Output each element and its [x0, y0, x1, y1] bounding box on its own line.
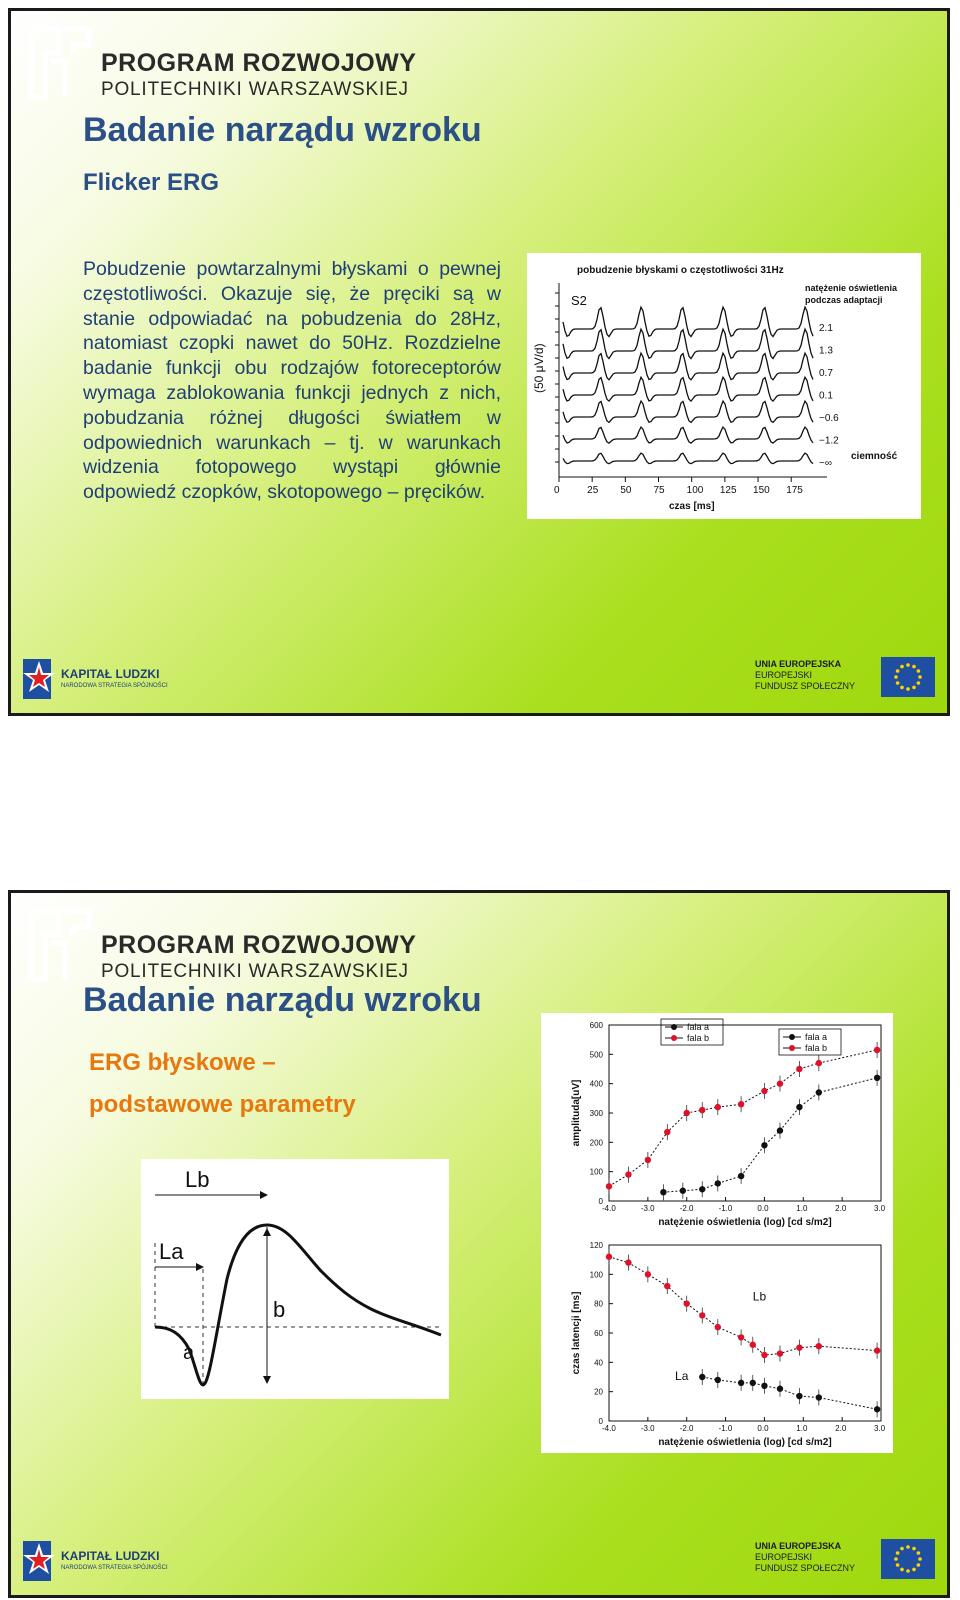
latency-chart [571, 1029, 886, 1448]
y-tick-label: 120 [589, 1241, 603, 1250]
intensity-levels [819, 323, 839, 469]
y-tick-label: 600 [589, 1021, 603, 1030]
data-point [699, 1186, 705, 1192]
y-tick-label: 300 [589, 1109, 603, 1118]
data-point [715, 1377, 721, 1383]
level-label: 2.1 [819, 323, 833, 334]
legend-marker [671, 1035, 677, 1041]
s2-label: S2 [571, 293, 587, 308]
dark-label: ciemność [851, 451, 898, 462]
data-point [777, 1127, 783, 1133]
x-tick-label: -1.0 [718, 1424, 733, 1433]
data-point [680, 1188, 686, 1194]
x-tick-label: 2.0 [835, 1424, 847, 1433]
erg-traces [563, 307, 813, 464]
x-tick-label: 0.0 [757, 1424, 769, 1433]
lb-label: Lb [185, 1167, 210, 1192]
plot-frame [609, 1245, 881, 1421]
data-point [816, 1089, 822, 1095]
la-annotation: La [675, 1368, 689, 1383]
legend-marker [671, 1024, 677, 1030]
kapital-ludzki-logo [17, 1535, 177, 1587]
eu-star [896, 669, 900, 673]
plot-frame [609, 1025, 881, 1201]
series-line [663, 1078, 877, 1192]
eu-star [918, 1557, 922, 1561]
eu-line1: UNIA EUROPEJSKA [755, 659, 842, 669]
eu-star [896, 1551, 900, 1555]
x-tick-label: -2.0 [679, 1204, 694, 1213]
legend-marker [789, 1045, 795, 1051]
data-point [738, 1380, 744, 1386]
eu-star [906, 663, 910, 667]
pw-logo-icon [25, 905, 95, 985]
flicker-erg-plot [527, 253, 921, 519]
erg-trace [563, 453, 813, 464]
eu-star [917, 1551, 921, 1555]
program-rozwojowy-logo [25, 905, 417, 985]
kapital-ludzki-title: KAPITAŁ LUDZKI [61, 1549, 160, 1563]
data-point [761, 1352, 767, 1358]
data-point [816, 1060, 822, 1066]
eu-flag-icon [881, 657, 935, 697]
kapital-ludzki-subtitle: NARODOWA STRATEGIA SPÓJNOŚCI [61, 1565, 168, 1571]
kapital-ludzki-logo [17, 653, 177, 705]
erg-trace [563, 401, 813, 422]
x-tick-label: -3.0 [640, 1424, 655, 1433]
eu-text [755, 1541, 855, 1574]
data-point [606, 1183, 612, 1189]
data-point [777, 1386, 783, 1392]
series-line [609, 1050, 877, 1186]
data-point [684, 1110, 690, 1116]
data-point [874, 1075, 880, 1081]
amplitude-chart [571, 1019, 886, 1228]
eu-star [894, 675, 898, 679]
y-tick-label: 80 [594, 1299, 603, 1309]
slide-flash-erg [8, 890, 950, 1598]
eu-text [755, 659, 855, 692]
level-label: −0.6 [819, 413, 839, 424]
x-tick-label: 1.0 [796, 1204, 808, 1213]
erg-trace [563, 427, 813, 443]
data-point [761, 1383, 767, 1389]
x-tick-label: 1.0 [796, 1424, 808, 1433]
y-tick-label: 40 [594, 1358, 603, 1368]
eu-flag-icon [881, 1539, 935, 1579]
data-point [796, 1066, 802, 1072]
eu-star [896, 681, 900, 685]
y-tick-label: 100 [589, 1270, 603, 1280]
x-tick-label: 3.0 [874, 1204, 886, 1213]
data-point [625, 1171, 631, 1177]
x-tick-label: 125 [719, 485, 737, 496]
erg-trace [563, 307, 813, 336]
legend-title-1: natężenie oświetlenia [805, 283, 898, 293]
eu-line2: EUROPEJSKI [755, 670, 813, 680]
x-tick-label: 150 [753, 485, 770, 496]
legend-label: fala a [805, 1032, 828, 1042]
orange-subtitle-2: podstawowe parametry [89, 1091, 356, 1118]
y-tick-label: 400 [589, 1079, 603, 1089]
y-tick-label: 20 [594, 1387, 603, 1397]
data-point [761, 1088, 767, 1094]
data-point [816, 1343, 822, 1349]
data-point [664, 1283, 670, 1289]
erg-waveform [155, 1225, 441, 1385]
y-tick-label: 0 [598, 1417, 603, 1426]
eu-star [917, 1563, 921, 1567]
legend-label: fala b [805, 1043, 828, 1053]
logo-line2: POLITECHNIKI WARSZAWSKIEJ [101, 79, 409, 100]
legend-marker [789, 1034, 795, 1040]
eu-star [896, 1563, 900, 1567]
eu-star [906, 687, 910, 691]
logo-line1: PROGRAM ROZWOJOWY [101, 49, 417, 77]
b-label: b [273, 1297, 286, 1322]
y-tick-label: 0 [598, 1197, 603, 1206]
eu-line3: FUNDUSZ SPOŁECZNY [755, 1563, 856, 1573]
eu-star [900, 665, 904, 669]
eu-star [912, 1547, 916, 1551]
data-point [664, 1129, 670, 1135]
orange-subtitle-1: ERG błyskowe – [89, 1049, 276, 1076]
x-axis-label: natężenie oświetlenia (log) [cd s/m2] [658, 1437, 832, 1448]
legend-label: fala a [687, 1022, 710, 1032]
data-point [796, 1104, 802, 1110]
x-tick-label: 50 [620, 485, 632, 496]
x-tick-label: 2.0 [835, 1204, 847, 1213]
level-label: 0.7 [819, 368, 833, 379]
eu-line1: UNIA EUROPEJSKA [755, 1541, 842, 1551]
erg-trace [563, 377, 813, 401]
eu-star [900, 1547, 904, 1551]
x-tick-label: 0.0 [757, 1204, 769, 1213]
eu-star [906, 1545, 910, 1549]
erg-trace [563, 353, 813, 380]
figure-xlabel: czas [ms] [669, 501, 715, 512]
legend-title-2: podczas adaptacji [805, 295, 883, 305]
erg-charts-figure [541, 1013, 893, 1453]
data-point [777, 1350, 783, 1356]
kapital-ludzki-icon [19, 655, 59, 703]
legend-label: fala b [687, 1033, 710, 1043]
data-point [645, 1157, 651, 1163]
x-tick-label: 25 [587, 485, 599, 496]
x-tick-label: -4.0 [602, 1204, 616, 1213]
eu-star [912, 1568, 916, 1572]
data-point [874, 1347, 880, 1353]
level-label: 0.1 [819, 390, 833, 402]
slide-subtitle: Flicker ERG [83, 169, 220, 196]
slide-flicker-erg [8, 8, 950, 716]
data-point [715, 1104, 721, 1110]
eu-star [906, 1569, 910, 1573]
kapital-ludzki-title: KAPITAŁ LUDZKI [61, 667, 160, 681]
slide-title: Badanie narządu wzroku [83, 981, 482, 1019]
data-point [738, 1101, 744, 1107]
eu-line3: FUNDUSZ SPOŁECZNY [755, 681, 856, 691]
level-label: −1.2 [819, 435, 839, 447]
y-axis-label: czas latencji [ms] [571, 1291, 582, 1375]
y-tick-label: 200 [589, 1138, 603, 1148]
eu-logo [755, 653, 935, 705]
pw-logo-icon [25, 23, 95, 103]
eu-star [912, 665, 916, 669]
logo-line1: PROGRAM ROZWOJOWY [101, 931, 417, 959]
data-point [761, 1142, 767, 1148]
x-tick-label: 3.0 [874, 1424, 886, 1433]
erg-waveform-figure [141, 1159, 449, 1399]
flicker-erg-figure [527, 253, 921, 519]
data-point [874, 1047, 880, 1053]
x-tick-label: -4.0 [602, 1424, 616, 1433]
data-point [645, 1271, 651, 1277]
y-tick-label: 500 [589, 1050, 603, 1060]
kapital-ludzki-subtitle: NARODOWA STRATEGIA SPÓJNOŚCI [61, 683, 168, 689]
program-rozwojowy-logo [25, 23, 417, 103]
y-axis-label: amplituda[uV] [571, 1079, 582, 1147]
lb-annotation: Lb [752, 1289, 767, 1304]
series-line [702, 1377, 877, 1409]
data-point [796, 1393, 802, 1399]
a-label: a [183, 1342, 195, 1364]
data-point [738, 1173, 744, 1179]
kapital-ludzki-icon [19, 1537, 59, 1585]
data-point [715, 1180, 721, 1186]
eu-star [894, 1557, 898, 1561]
x-tick-label: 100 [686, 485, 704, 496]
erg-parameter-charts [541, 1013, 893, 1453]
level-label: 1.3 [819, 345, 833, 357]
x-tick-label: 0 [554, 485, 560, 496]
x-axis-label: natężenie oświetlenia (log) [cd s/m2] [658, 1217, 832, 1228]
figure-ylabel: (50 μV/d) [532, 343, 546, 393]
data-point [750, 1380, 756, 1386]
data-point [699, 1374, 705, 1380]
data-point [796, 1344, 802, 1350]
data-point [738, 1334, 744, 1340]
data-point [715, 1324, 721, 1330]
erg-waveform-diagram [141, 1159, 449, 1399]
x-tick-label: -3.0 [640, 1204, 655, 1213]
eu-star [900, 1568, 904, 1572]
x-tick-label: 75 [653, 485, 665, 496]
data-point [684, 1300, 690, 1306]
eu-logo [755, 1535, 935, 1587]
data-point [625, 1259, 631, 1265]
x-tick-label: -2.0 [679, 1424, 694, 1433]
y-tick-label: 60 [594, 1329, 603, 1338]
eu-star [918, 675, 922, 679]
data-point [777, 1080, 783, 1086]
x-tick-label: -1.0 [718, 1204, 733, 1213]
data-point [874, 1406, 880, 1412]
eu-line2: EUROPEJSKI [755, 1552, 813, 1562]
data-point [699, 1312, 705, 1318]
data-point [816, 1394, 822, 1400]
slide-title: Badanie narządu wzroku [83, 111, 482, 149]
eu-star [900, 686, 904, 690]
y-tick-label: 100 [589, 1167, 603, 1177]
eu-star [917, 681, 921, 685]
body-paragraph: Pobudzenie powtarzalnymi błyskami o pewnej częstotliwości. Okazuje się, że pręciki są w stanie odpowiadać na pobudzenia do 28Hz, natomiast czopki nawet do 50Hz. Rozdzielne badanie funkcji obu rodzajów fotoreceptorów wymaga zablokowania funkcji jednych z nich, pobudzania różnej długości światłem w odpowiednich warunkach – tj. w warunkach widzenia fotopowego wystąpi głównie odpowiedź czopków, skotopowego – pręcików. [83, 258, 501, 504]
figure-title: pobudzenie błyskami o częstotliwości 31Hz [577, 265, 784, 276]
data-point [606, 1254, 612, 1260]
level-label: −∞ [819, 458, 832, 469]
data-point [660, 1189, 666, 1195]
eu-star [917, 669, 921, 673]
data-point [750, 1342, 756, 1348]
x-tick-label: 175 [786, 485, 803, 496]
data-point [699, 1107, 705, 1113]
la-label: La [159, 1239, 184, 1264]
logo-line2: POLITECHNIKI WARSZAWSKIEJ [101, 961, 409, 982]
eu-star [912, 686, 916, 690]
